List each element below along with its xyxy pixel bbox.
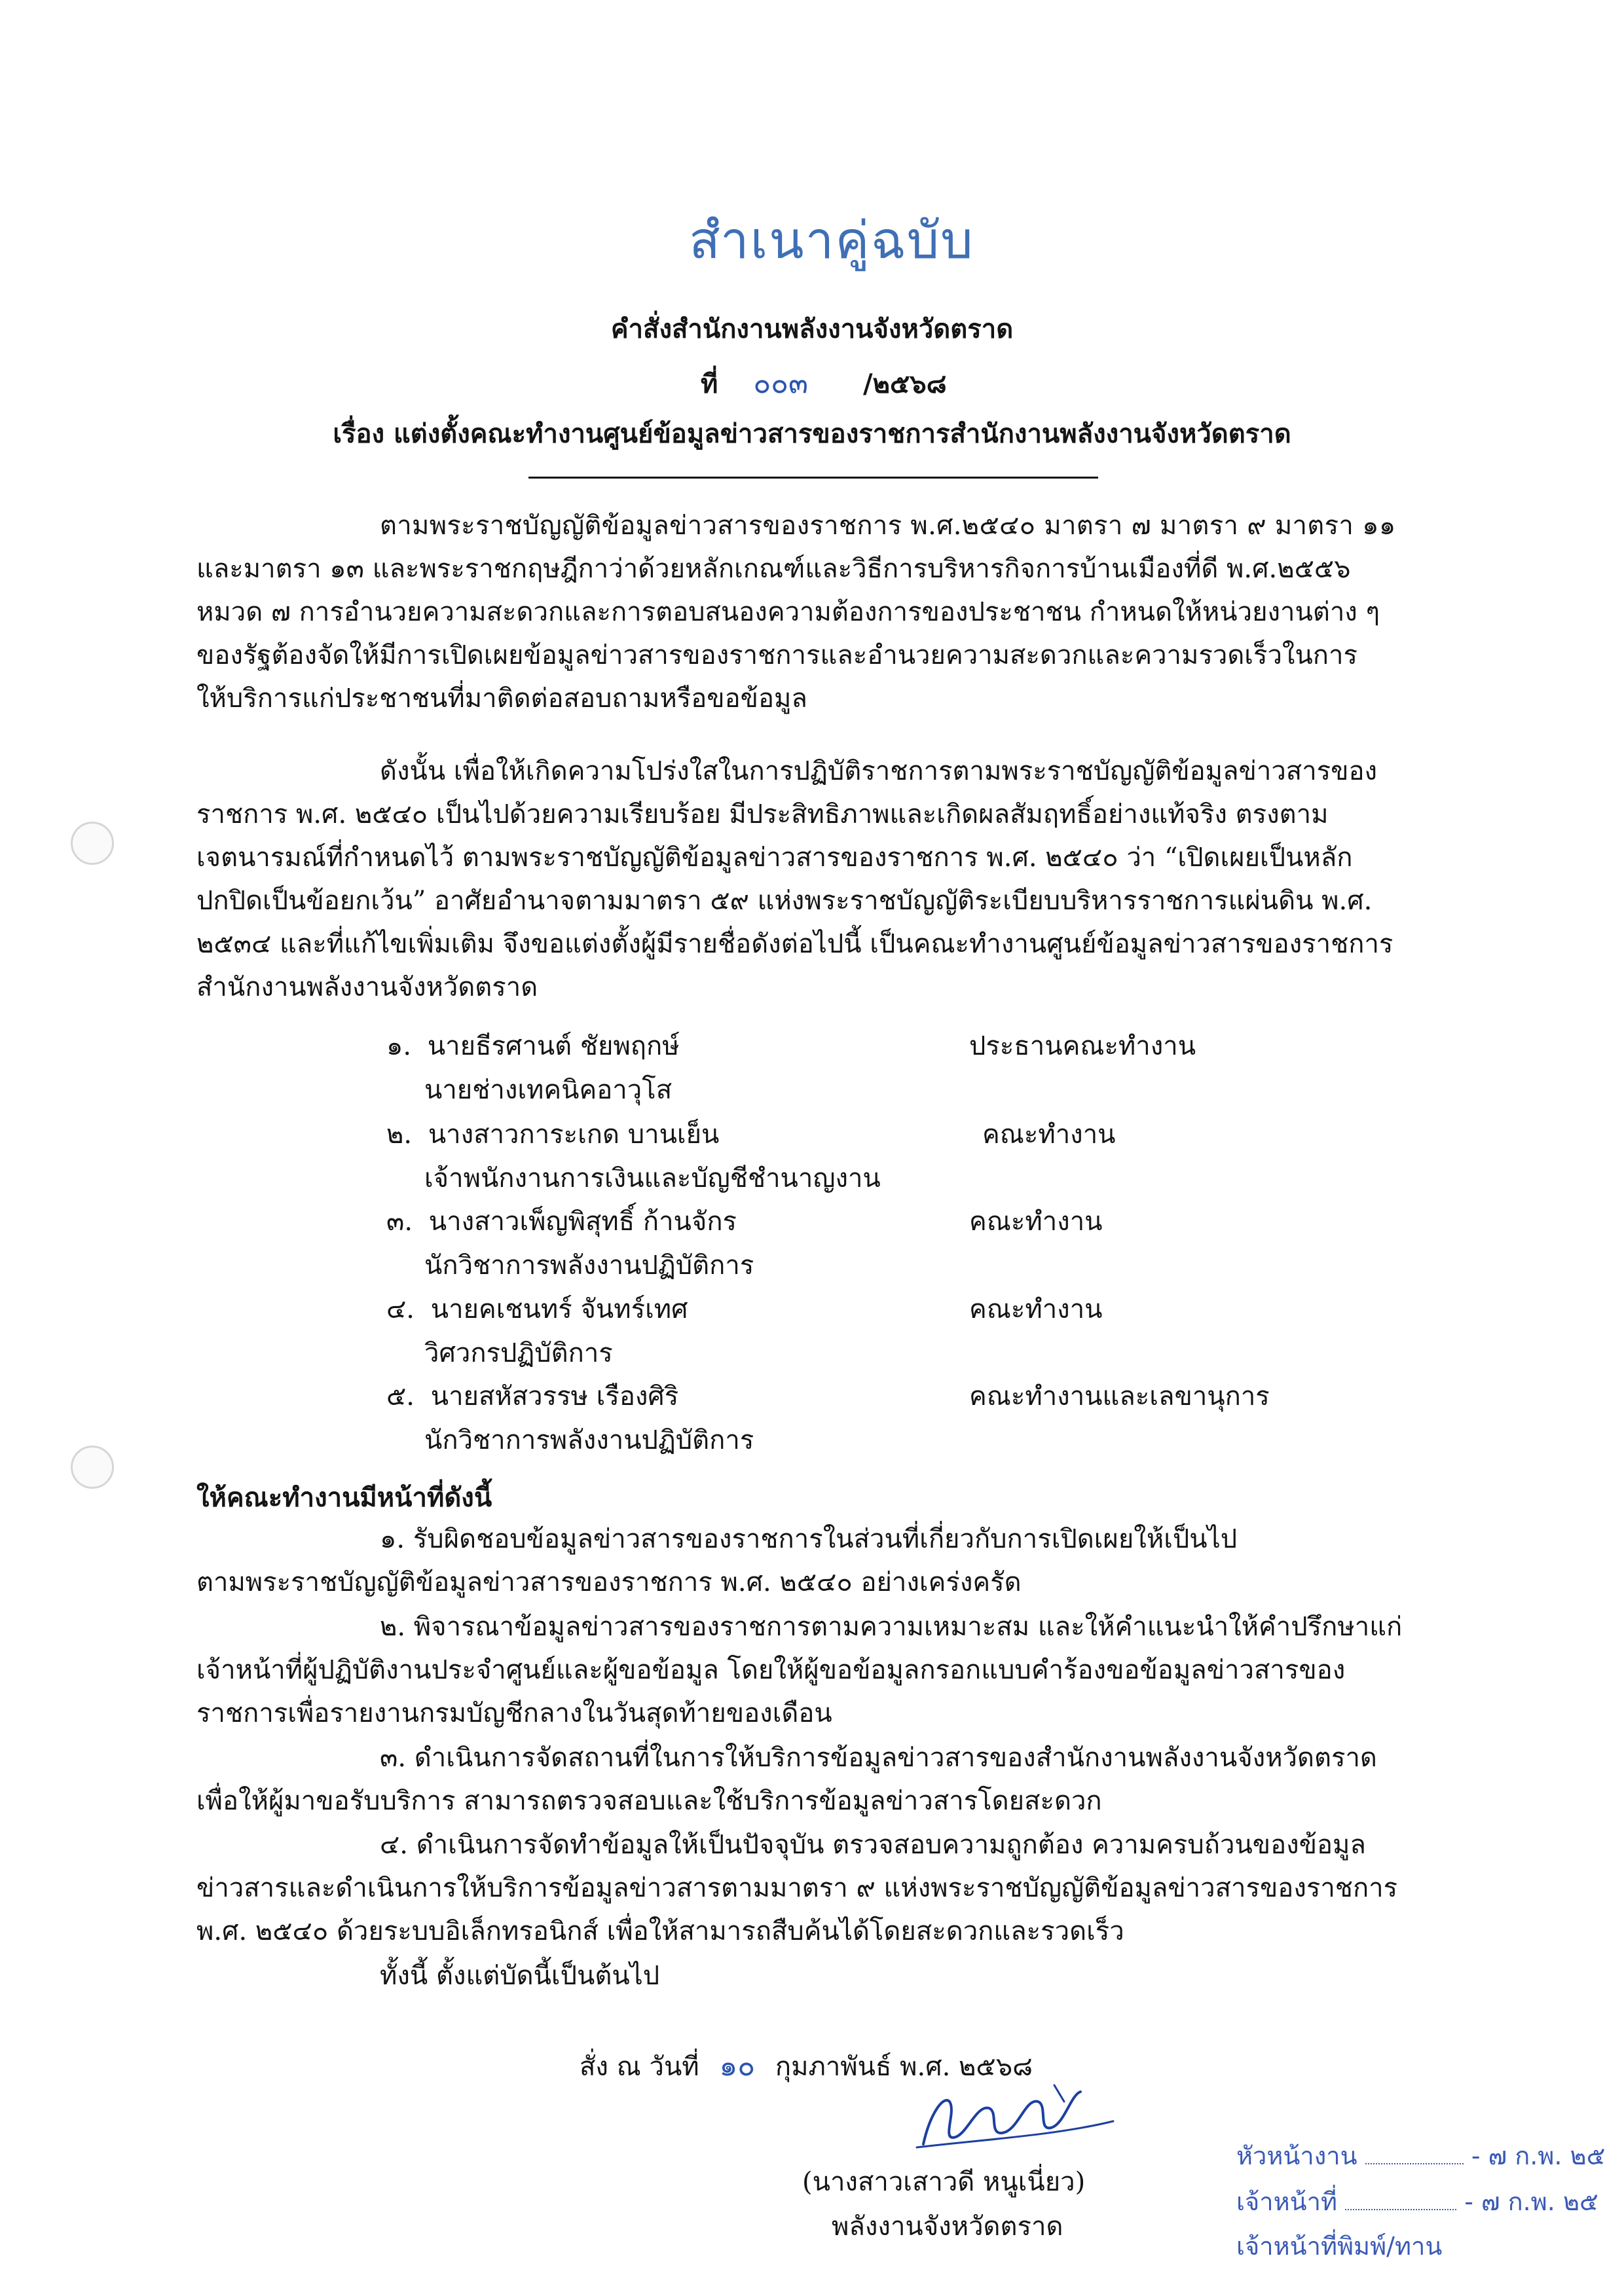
member-position: วิศวกรปฏิบัติการ bbox=[424, 1338, 613, 1368]
duty-3 bbox=[196, 1736, 1428, 1823]
routing-initial-2 bbox=[1345, 2209, 1456, 2210]
duty-line: เพื่อให้ผู้มาขอรับบริการ สามารถตรวจสอบและใช้บริการข้อมูลข่าวสารโดยสะดวก bbox=[196, 1786, 1102, 1816]
member-item bbox=[386, 1200, 737, 1242]
duty-line: ๑. รับผิดชอบข้อมูลข่าวสารของราชการในส่วนที่เกี่ยวกับการเปิดเผยให้เป็นไป bbox=[380, 1524, 1238, 1554]
paragraph-2-line: ราชการ พ.ศ. ๒๕๔๐ เป็นไปด้วยความเรียบร้อย มีประสิทธิภาพและเกิดผลสัมฤทธิ์อย่างแท้จริง ตรงตาม bbox=[196, 799, 1329, 829]
paragraph-2-line: ปกปิดเป็นข้อยกเว้น” อาศัยอำนาจตามมาตรา ๕๙ แห่งพระราชบัญญัติระเบียบบริหารราชการแผ่นดิน พ.ศ. bbox=[196, 886, 1373, 916]
paragraph-2-line: ดังนั้น เพื่อให้เกิดความโปร่งใสในการปฏิบัติราชการตามพระราชบัญญัติข้อมูลข่าวสารของ bbox=[380, 756, 1378, 786]
member-number: ๔. bbox=[386, 1294, 415, 1324]
paragraph-1-line: ให้บริการแก่ประชาชนที่มาติดต่อสอบถามหรือขอข้อมูล bbox=[196, 683, 807, 714]
duty-line: ข่าวสารและดำเนินการให้บริการข้อมูลข่าวสารตามมาตรา ๙ แห่งพระราชบัญญัติข้อมูลข่าวสารของราชการ bbox=[196, 1873, 1398, 1903]
routing-label-head: หัวหน้างาน bbox=[1236, 2141, 1357, 2170]
punch-hole-upper bbox=[71, 822, 114, 865]
paragraph-2-line: เจตนารมณ์ที่กำหนดไว้ ตามพระราชบัญญัติข้อมูลข่าวสารของราชการ พ.ศ. ๒๕๔๐ ว่า “เปิดเผยเป็นหลัก bbox=[196, 843, 1353, 873]
duty-1 bbox=[196, 1518, 1428, 1604]
paragraph-1-line: หมวด ๗ การอำนวยความสะดวกและการตอบสนองความต้องการของประชาชน กำหนดให้หน่วยงานต่าง ๆ bbox=[196, 597, 1380, 627]
order-date-suffix: กุมภาพันธ์ พ.ศ. ๒๕๖๘ bbox=[775, 2052, 1033, 2082]
order-title: คำสั่งสำนักงานพลังงานจังหวัดตราด bbox=[610, 314, 1014, 344]
member-position: นายช่างเทคนิคอาวุโส bbox=[424, 1075, 673, 1105]
routing-line-3 bbox=[1236, 2226, 1442, 2266]
paragraph-1-line: ของรัฐต้องจัดให้มีการเปิดเผยข้อมูลข่าวสารของราชการและอำนวยความสะดวกและความรวดเร็วในการ bbox=[196, 640, 1357, 670]
member-name: นางสาวเพ็ญพิสุทธิ์ ก้านจักร bbox=[428, 1207, 737, 1237]
member-role: คณะทำงานและเลขานุการ bbox=[969, 1381, 1270, 1412]
member-number: ๓. bbox=[386, 1207, 413, 1237]
routing-initial-1 bbox=[1365, 2163, 1464, 2164]
order-subject: เรื่อง แต่งตั้งคณะทำงานศูนย์ข้อมูลข่าวสารของราชการสำนักงานพลังงานจังหวัดตราด bbox=[333, 418, 1291, 449]
routing-date-2: - ๗ ก.พ. ๒๕ bbox=[1464, 2187, 1598, 2216]
order-date-prefix: สั่ง ณ วันที่ bbox=[580, 2052, 699, 2082]
member-position: นักวิชาการพลังงานปฏิบัติการ bbox=[424, 1425, 754, 1455]
duty-line: ๓. ดำเนินการจัดสถานที่ในการให้บริการข้อมูลข่าวสารของสำนักงานพลังงานจังหวัดตราด bbox=[380, 1743, 1377, 1773]
member-role: คณะทำงาน bbox=[969, 1207, 1103, 1237]
member-name: นางสาวการะเกด บานเย็น bbox=[428, 1120, 720, 1150]
signer-name: (นางสาวเสาวดี หนูเนี่ยว) bbox=[802, 2167, 1086, 2197]
routing-line-2 bbox=[1236, 2181, 1598, 2221]
member-name: นายธีรศานต์ ชัยพฤกษ์ bbox=[427, 1031, 680, 1061]
routing-label-officer: เจ้าหน้าที่ bbox=[1236, 2187, 1338, 2216]
member-number: ๑. bbox=[386, 1031, 412, 1061]
member-role: คณะทำงาน bbox=[982, 1120, 1116, 1150]
member-item bbox=[386, 1025, 680, 1066]
member-name: นายคเชนทร์ จันทร์เทศ bbox=[430, 1294, 688, 1324]
signer-title: พลังงานจังหวัดตราด bbox=[832, 2212, 1063, 2242]
member-name: นายสหัสวรรษ เรืองศิริ bbox=[430, 1381, 679, 1412]
order-number bbox=[701, 360, 947, 406]
order-number-prefix: ที่ bbox=[701, 369, 718, 399]
copy-stamp: สำเนาคู่ฉบับ bbox=[689, 211, 974, 270]
duties-heading: ให้คณะทำงานมีหน้าที่ดังนี้ bbox=[196, 1482, 492, 1513]
routing-stamp bbox=[1236, 2121, 1624, 2296]
paragraph-2 bbox=[196, 750, 1428, 1009]
member-number: ๕. bbox=[386, 1381, 415, 1412]
paragraph-2-line: สำนักงานพลังงานจังหวัดตราด bbox=[196, 972, 538, 1002]
punch-hole-lower bbox=[71, 1446, 114, 1489]
paragraph-1-line: และมาตรา ๑๓ และพระราชกฤษฎีกาว่าด้วยหลักเกณฑ์และวิธีการบริหารกิจการบ้านเมืองที่ดี พ.ศ.๒๕๕๖ bbox=[196, 554, 1351, 584]
member-position: นักวิชาการพลังงานปฏิบัติการ bbox=[424, 1250, 754, 1281]
paragraph-1-line: ตามพระราชบัญญัติข้อมูลข่าวสารของราชการ พ.ศ.๒๕๔๐ มาตรา ๗ มาตรา ๙ มาตรา ๑๑ bbox=[380, 511, 1396, 541]
order-number-handwritten: ๐๐๓ bbox=[753, 367, 809, 400]
duty-line: ๔. ดำเนินการจัดทำข้อมูลให้เป็นปัจจุบัน ตรวจสอบความถูกต้อง ความครบถ้วนของข้อมูล bbox=[380, 1830, 1366, 1860]
duty-line: ๒. พิจารณาข้อมูลข่าวสารของราชการตามความเหมาะสม และให้คำแนะนำให้คำปรึกษาแก่ bbox=[380, 1612, 1403, 1642]
member-item bbox=[386, 1288, 688, 1330]
member-position: เจ้าพนักงานการเงินและบัญชีชำนาญงาน bbox=[424, 1163, 881, 1194]
duty-4 bbox=[196, 1823, 1428, 1953]
duty-line: เจ้าหน้าที่ผู้ปฏิบัติงานประจำศูนย์และผู้ขอข้อมูล โดยให้ผู้ขอข้อมูลกรอกแบบคำร้องขอข้อมูลข่าวสารของ bbox=[196, 1655, 1346, 1685]
order-date-day: ๑๐ bbox=[719, 2049, 756, 2083]
paragraph-2-line: ๒๕๓๔ และที่แก้ไขเพิ่มเติม จึงขอแต่งตั้งผู้มีรายชื่อดังต่อไปนี้ เป็นคณะทำงานศูนย์ข้อมูลข่าวสารของราชการ bbox=[196, 929, 1393, 959]
member-number: ๒. bbox=[386, 1120, 413, 1150]
duty-2 bbox=[196, 1605, 1428, 1735]
duty-line: ตามพระราชบัญญัติข้อมูลข่าวสารของราชการ พ.ศ. ๒๕๔๐ อย่างเคร่งครัด bbox=[196, 1567, 1022, 1597]
member-role: คณะทำงาน bbox=[969, 1294, 1103, 1324]
routing-date-1: - ๗ ก.พ. ๒๕ bbox=[1471, 2141, 1606, 2170]
order-number-suffix: /๒๕๖๘ bbox=[863, 369, 947, 399]
signature-mark bbox=[904, 2075, 1120, 2154]
duty-line: ราชการเพื่อรายงานกรมบัญชีกลางในวันสุดท้ายของเดือน bbox=[196, 1698, 832, 1728]
effective-statement: ทั้งนี้ ตั้งแต่บัดนี้เป็นต้นไป bbox=[380, 1961, 660, 1991]
paragraph-1 bbox=[196, 504, 1428, 720]
routing-label-typist: เจ้าหน้าที่พิมพ์/ทาน bbox=[1236, 2232, 1443, 2261]
member-item bbox=[386, 1375, 678, 1417]
duty-line: พ.ศ. ๒๕๔๐ ด้วยระบบอิเล็กทรอนิกส์ เพื่อให้สามารถสืบค้นได้โดยสะดวกและรวดเร็ว bbox=[196, 1916, 1124, 1946]
member-role: ประธานคณะทำงาน bbox=[969, 1031, 1196, 1061]
member-item bbox=[386, 1113, 719, 1155]
heading-rule bbox=[528, 477, 1098, 479]
routing-line-1 bbox=[1236, 2136, 1605, 2176]
